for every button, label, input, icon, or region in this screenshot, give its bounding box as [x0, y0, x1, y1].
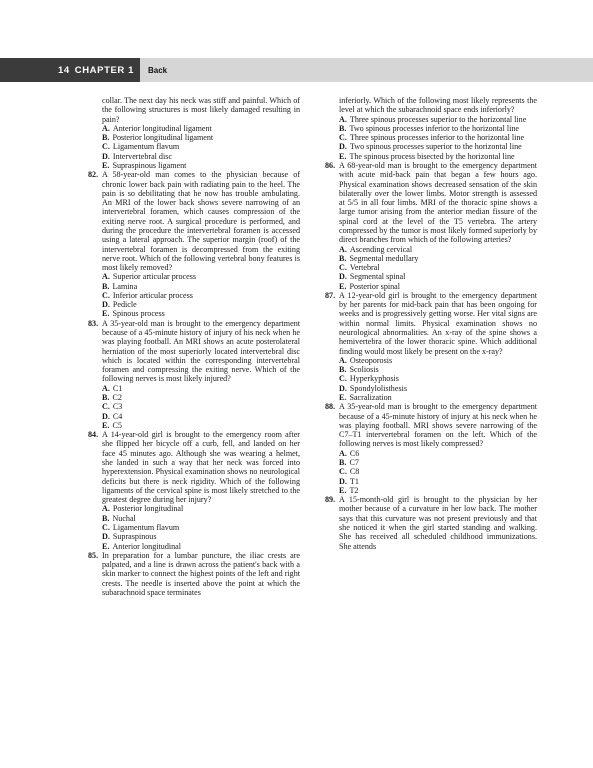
answer-option: [325, 356, 537, 365]
answer-option: [325, 477, 537, 486]
question-number: 89.: [325, 495, 336, 505]
chapter-tab: [0, 58, 140, 82]
answer-option: [325, 282, 537, 291]
question-number: 83.: [88, 318, 99, 328]
option-text: Two spinous processes inferior to the horizontal line: [349, 123, 520, 133]
option-text: Lamina: [112, 281, 138, 291]
option-text: Osteoporosis: [349, 355, 393, 365]
option-letter: D.: [102, 532, 110, 542]
question-number: 86.: [325, 160, 336, 170]
option-text: Posterior longitudinal: [112, 504, 184, 514]
option-text: C5: [112, 420, 122, 430]
option-text: Hyperkyphosis: [349, 374, 399, 384]
option-letter: C.: [339, 133, 347, 143]
answer-option: [88, 142, 300, 151]
option-letter: A.: [102, 504, 110, 514]
option-letter: D.: [339, 272, 347, 282]
question-stem: [325, 161, 537, 245]
answer-option: [325, 254, 537, 263]
question-text: A 15-month-old girl is brought to the physician by her mother because of a curvature in her low back. The mother says that this curvature was not present previously and that she noticed it when the girl started standing and walking. She has received all scheduled childhood immunizations. She attends: [339, 495, 537, 551]
option-letter: A.: [339, 244, 347, 254]
option-letter: D.: [102, 300, 110, 310]
option-text: Inferior articular process: [112, 290, 193, 300]
option-text: The spinous process bisected by the horizontal line: [349, 151, 515, 161]
option-text: Anterior longitudinal ligament: [112, 123, 212, 133]
left-column: [88, 96, 300, 597]
option-letter: E.: [339, 393, 347, 402]
answer-option: [325, 115, 537, 124]
question-stem: [325, 495, 537, 551]
option-letter: D.: [102, 411, 110, 421]
option-text: Two spinous processes superior to the horizontal line: [349, 142, 522, 152]
question-stem: [88, 170, 300, 272]
section-bar: [140, 58, 593, 82]
answer-option: [325, 374, 537, 383]
option-letter: A.: [102, 272, 110, 282]
option-text: T2: [349, 485, 359, 495]
answer-option: [88, 421, 300, 430]
option-letter: E.: [339, 281, 347, 291]
option-text: Segmental spinal: [349, 272, 406, 282]
question-stem: [88, 96, 300, 124]
option-letter: C.: [339, 374, 347, 384]
option-letter: B.: [102, 513, 110, 523]
option-text: Three spinous processes superior to the horizontal line: [349, 114, 527, 124]
page-header: [0, 58, 593, 82]
option-letter: A.: [102, 383, 110, 393]
option-letter: D.: [102, 151, 110, 161]
answer-option: [88, 402, 300, 411]
answer-option: [88, 542, 300, 551]
question-number: 85.: [88, 550, 99, 560]
option-text: Nuchal: [112, 513, 136, 523]
option-text: Spondylolisthesis: [349, 383, 407, 393]
option-letter: C.: [102, 290, 110, 300]
answer-option: [325, 467, 537, 476]
option-letter: A.: [339, 114, 347, 124]
option-text: Anterior longitudinal: [112, 541, 181, 551]
question-number: 88.: [325, 402, 336, 412]
option-letter: B.: [339, 123, 347, 133]
question-text: A 35-year-old man is brought to the emergency department because of a 45-minute history of injury of his neck when he was playing football. An MRI shows an acute posterolateral herniation of the most superiorly located intervertebral disc which is located within the corresponding intervertebral foramen and compressing the exiting nerve. Which of the following nerves is most likely injured?: [102, 318, 300, 384]
section-title: Back: [148, 65, 168, 75]
option-text: T1: [349, 476, 359, 486]
option-text: C6: [349, 448, 360, 458]
option-text: C3: [112, 402, 123, 412]
answer-option: [325, 486, 537, 495]
answer-option: [88, 291, 300, 300]
answer-option: [88, 532, 300, 541]
option-text: C7: [349, 457, 359, 467]
option-letter: B.: [339, 253, 347, 263]
question-number: 84.: [88, 430, 99, 440]
option-letter: E.: [102, 309, 110, 319]
answer-option: [325, 393, 537, 402]
answer-option: [325, 449, 537, 458]
option-text: Pedicle: [112, 300, 137, 310]
answer-option: [88, 309, 300, 318]
question-number: 87.: [325, 290, 336, 300]
option-letter: B.: [339, 457, 347, 467]
option-letter: D.: [339, 476, 347, 486]
question-stem: [325, 96, 537, 115]
option-text: Ligamentum flavum: [112, 522, 180, 532]
option-text: Ligamentum flavum: [112, 142, 180, 152]
question-text: inferiorly. Which of the following most likely represents the level at which the subarachnoid space ends inferiorly?: [339, 96, 537, 115]
answer-option: [325, 384, 537, 393]
answer-option: [325, 133, 537, 142]
answer-option: [325, 263, 537, 272]
answer-option: [88, 523, 300, 532]
option-letter: B.: [339, 365, 347, 375]
question-stem: [88, 551, 300, 597]
option-letter: A.: [339, 448, 347, 458]
option-letter: A.: [102, 123, 110, 133]
option-text: Vertebral: [349, 263, 380, 273]
page-number: 14: [57, 64, 70, 76]
option-letter: B.: [102, 133, 110, 143]
option-text: Sacralization: [349, 393, 392, 402]
option-letter: B.: [102, 281, 110, 291]
option-text: Spinous process: [112, 309, 165, 319]
option-letter: E.: [339, 151, 347, 161]
option-text: Segmental medullary: [349, 253, 419, 263]
question-stem: [325, 402, 537, 448]
option-text: Superior articular process: [112, 272, 197, 282]
option-text: Scoliosis: [349, 365, 379, 375]
question-text: collar. The next day his neck was stiff and painful. Which of the following structures is most likely damaged resulting in pain?: [102, 96, 300, 124]
option-text: C8: [349, 467, 360, 477]
option-text: Supraspinous ligament: [112, 160, 187, 170]
answer-option: [325, 245, 537, 254]
answer-option: [325, 152, 537, 161]
right-column: [325, 96, 537, 551]
answer-option: [88, 282, 300, 291]
option-text: Intervertebral disc: [112, 151, 172, 161]
question-stem: [88, 319, 300, 384]
chapter-label: CHAPTER 1: [74, 64, 134, 76]
question-text: A 12-year-old girl is brought to the emergency department by her parents for mid-back pain that has been ongoing for weeks and is progressively getting worse. Her vital signs are within normal limits. Physical examination shows no neurological abnormalities. An x-ray of the spine shows a hemivertebra of the lower thoracic spine. Which additional finding would most likely be present on the x-ray?: [339, 290, 537, 356]
question-stem: [325, 291, 537, 356]
option-letter: E.: [102, 420, 110, 430]
answer-option: [325, 272, 537, 281]
option-text: C4: [112, 411, 123, 421]
option-text: Posterior spinal: [349, 281, 401, 291]
option-letter: C.: [339, 263, 347, 273]
answer-option: [88, 152, 300, 161]
question-text: A 68-year-old man is brought to the emergency department with acute mid-back pain that began a few hours ago. Physical examination shows decreased sensation of the skin bilaterally over the lower limbs. Motor strength is assessed at 5/5 in all four limbs. MRI of the thoracic spine shows a large tumor arising from the anterior median fissure of the spinal cord at the level of the T5 vertebra. The artery compressed by the tumor is most likely formed superiorly by direct branches from which of the following arteries?: [339, 160, 537, 245]
option-letter: B.: [102, 393, 110, 402]
question-text: A 35-year-old man is brought to the emergency department because of a 45-minute history of injury at his neck when he was playing football. MRI shows severe narrowing of the C7–T1 intervertebral foramen on the left. Which of the following nerves is most likely compressed?: [339, 402, 537, 449]
question-text: A 58-year-old man comes to the physician because of chronic lower back pain with radiating pain to the heel. The pain is so debilitating that he now has trouble ambulating. An MRI of the lower back shows severe narrowing of an intervertebral foramen, which causes compression of the exiting nerve root. A surgical procedure is performed, and during the procedure the intervertebral foramen is accessed using a lateral approach. The superior margin (roof) of the intervertebral foramen is decompressed from the exiting nerve root. Which of the following vertebral bony features is most likely removed?: [102, 170, 300, 273]
option-letter: D.: [339, 383, 347, 393]
option-letter: E.: [339, 485, 347, 495]
answer-option: [88, 514, 300, 523]
answer-option: [88, 393, 300, 402]
answer-option: [88, 384, 300, 393]
option-text: C1: [112, 383, 123, 393]
option-letter: E.: [102, 160, 110, 170]
answer-option: [88, 504, 300, 513]
option-letter: C.: [339, 467, 347, 477]
answer-option: [325, 458, 537, 467]
option-letter: C.: [102, 142, 110, 152]
option-letter: C.: [102, 522, 110, 532]
answer-option: [88, 272, 300, 281]
option-letter: C.: [102, 402, 110, 412]
question-stem: [88, 430, 300, 504]
answer-option: [88, 300, 300, 309]
question-text: A 14-year-old girl is brought to the emergency room after she flipped her bicycle off a curb, fell, and landed on her face 45 minutes ago. Although she was wearing a helmet, she landed in such a way that her neck was forced into hyperextension. Physical examination shows no neurological deficits but there is neck rigidity. Which of the following ligaments of the cervical spine is most likely stretched to the greatest degree during her injury?: [102, 430, 300, 505]
option-letter: D.: [339, 142, 347, 152]
answer-option: [325, 365, 537, 374]
question-text: In preparation for a lumbar puncture, the iliac crests are palpated, and a line is drawn across the patient's back with a skin marker to connect the highest points of the left and right crests. The needle is inserted above the point at which the subarachnoid space terminates: [102, 550, 300, 597]
answer-option: [325, 124, 537, 133]
question-number: 82.: [88, 170, 99, 180]
option-text: Supraspinous: [112, 532, 157, 542]
option-text: Posterior longitudinal ligament: [112, 133, 214, 143]
option-text: Ascending cervical: [349, 244, 413, 254]
answer-option: [88, 161, 300, 170]
answer-option: [88, 124, 300, 133]
answer-option: [325, 142, 537, 151]
answer-option: [88, 412, 300, 421]
option-letter: E.: [102, 541, 110, 551]
option-letter: A.: [339, 355, 347, 365]
option-text: Three spinous processes inferior to the horizontal line: [349, 133, 525, 143]
answer-option: [88, 133, 300, 142]
option-text: C2: [112, 393, 122, 402]
